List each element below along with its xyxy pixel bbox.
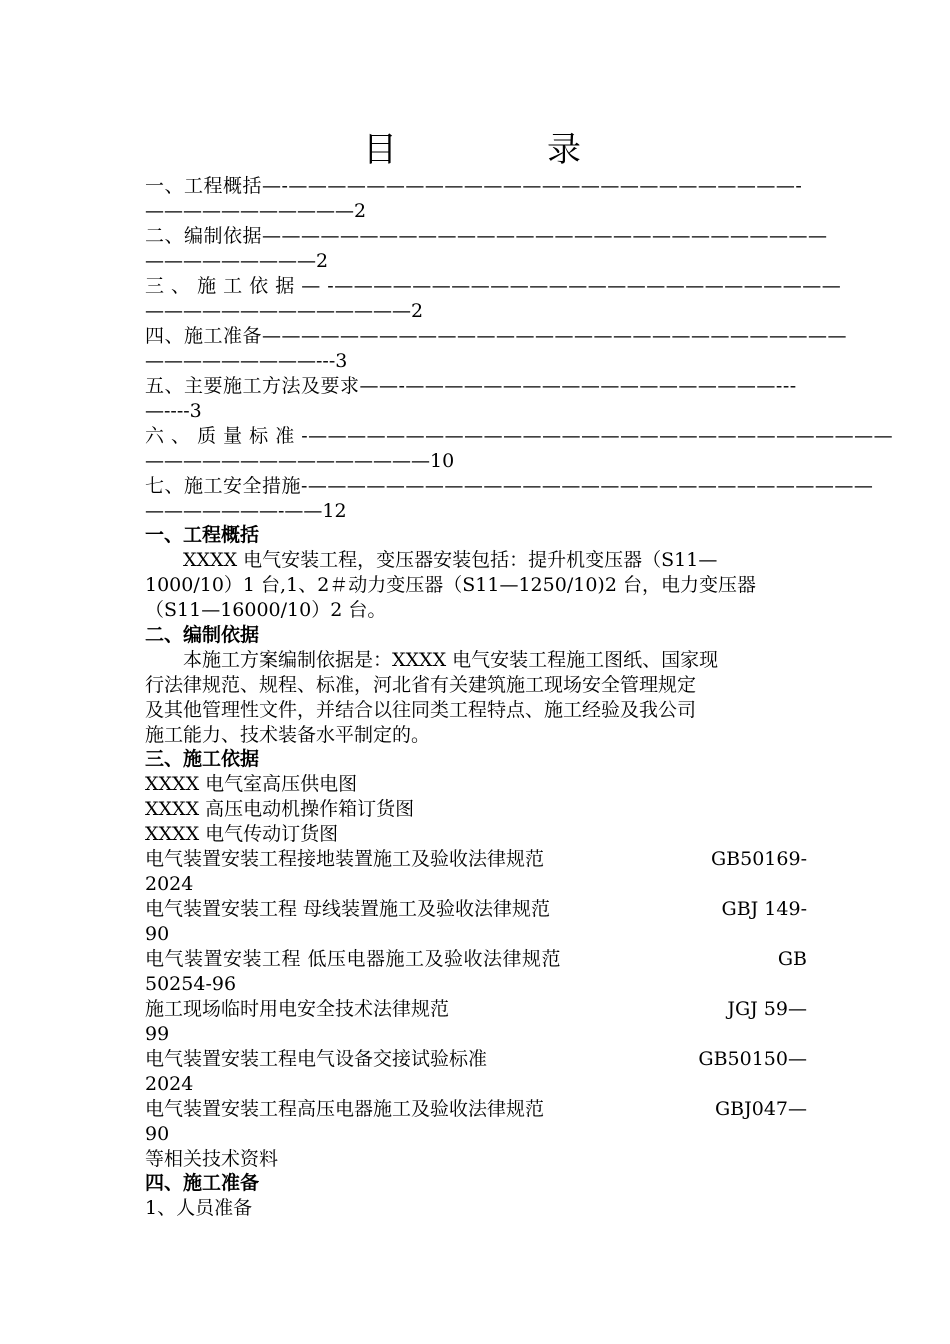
reference-item-3: XXXX 电气传动订货图 xyxy=(145,823,339,845)
toc-entry-7: 七、施工安全措施-————————————————————————————— xyxy=(145,475,874,497)
toc-entry-6: 六 、 质 量 标 准 -—————————————————————————————— xyxy=(145,425,894,447)
references-tail: 等相关技术资料 xyxy=(145,1148,279,1170)
standard-code-cont: 50254-96 xyxy=(145,973,237,995)
standard-name: 电气装置安装工程高压电器施工及验收法律规范 xyxy=(145,1098,545,1120)
standard-code: JGJ 59— xyxy=(727,998,807,1020)
section-2-heading: 二、编制依据 xyxy=(145,624,260,646)
toc-entry-2-cont: —————————2 xyxy=(145,250,329,272)
section-2-para-line-4: 施工能力、技术装备水平制定的。 xyxy=(145,724,431,746)
standard-code: GB xyxy=(777,948,807,970)
toc-title-char-2: 录 xyxy=(547,130,581,170)
standard-name: 电气装置安装工程 低压电器施工及验收法律规范 xyxy=(145,948,562,970)
reference-item-2: XXXX 高压电动机操作箱订货图 xyxy=(145,798,415,820)
toc-title xyxy=(363,128,581,172)
standard-code-cont: 2024 xyxy=(145,873,194,895)
standard-row-1 xyxy=(145,847,807,872)
toc-entry-6-cont: ———————————————10 xyxy=(145,450,455,472)
standard-code: GB50150— xyxy=(698,1048,807,1070)
standard-code-cont: 99 xyxy=(145,1023,170,1045)
standard-row-6 xyxy=(145,1097,807,1122)
toc-entry-5: 五、主要施工方法及要求——-———————————————————--- xyxy=(145,375,797,397)
toc-entry-5-cont: —----3 xyxy=(145,400,202,422)
standard-row-5 xyxy=(145,1047,807,1072)
toc-entry-1: 一、工程概括—-——————————————————————————- xyxy=(145,175,803,197)
section-2-para-line-3: 及其他管理性文件，并结合以往同类工程特点、施工经验及我公司 xyxy=(145,699,697,721)
standard-name: 电气装置安装工程电气设备交接试验标准 xyxy=(145,1048,488,1070)
section-4-subheading-1: 1、人员准备 xyxy=(145,1197,253,1219)
standard-code-cont: 90 xyxy=(145,1123,170,1145)
standard-row-2 xyxy=(145,897,807,922)
standard-code-cont: 2024 xyxy=(145,1073,194,1095)
standard-name: 施工现场临时用电安全技术法律规范 xyxy=(145,998,450,1020)
section-3-heading: 三、施工依据 xyxy=(145,748,260,770)
reference-item-1: XXXX 电气室高压供电图 xyxy=(145,773,358,795)
standard-row-4 xyxy=(145,997,807,1022)
standard-name: 电气装置安装工程接地装置施工及验收法律规范 xyxy=(145,848,545,870)
toc-entry-4: 四、施工准备—————————————————————————————— xyxy=(145,325,848,347)
standard-code-cont: 90 xyxy=(145,923,170,945)
section-2-para-line-2: 行法律规范、规程、标准，河北省有关建筑施工现场安全管理规定 xyxy=(145,674,697,696)
standard-name: 电气装置安装工程 母线装置施工及验收法律规范 xyxy=(145,898,551,920)
standard-code: GBJ047— xyxy=(714,1098,807,1120)
toc-entry-4-cont: —————————---3 xyxy=(145,350,348,372)
toc-entry-1-cont: ———————————2 xyxy=(145,200,367,222)
section-4-heading: 四、施工准备 xyxy=(145,1172,260,1194)
standard-code: GBJ 149- xyxy=(721,898,807,920)
section-1-para-line-2: 1000/10）1 台,1、2＃动力变压器（S11—1250/10)2 台，电力变压器 xyxy=(145,574,756,596)
section-1-para-line-3: （S11—16000/10）2 台。 xyxy=(145,599,387,621)
toc-entry-2: 二、编制依据————————————————————————————— xyxy=(145,225,828,247)
toc-entry-3: 三 、 施 工 依 据 — -—————————————————————————— xyxy=(145,275,842,297)
standard-code: GB50169- xyxy=(710,848,807,870)
toc-title-char-1: 目 xyxy=(363,130,397,170)
toc-entry-3-cont: ——————————————2 xyxy=(145,300,424,322)
toc-entry-7-cont: ———————-——12 xyxy=(145,500,347,522)
standard-row-3 xyxy=(145,947,807,972)
section-1-heading: 一、工程概括 xyxy=(145,524,260,546)
section-1-para-line-1: XXXX 电气安装工程，变压器安装包括：提升机变压器（S11— xyxy=(183,549,718,571)
section-2-para-line-1: 本施工方案编制依据是：XXXX 电气安装工程施工图纸、国家现 xyxy=(183,649,719,671)
